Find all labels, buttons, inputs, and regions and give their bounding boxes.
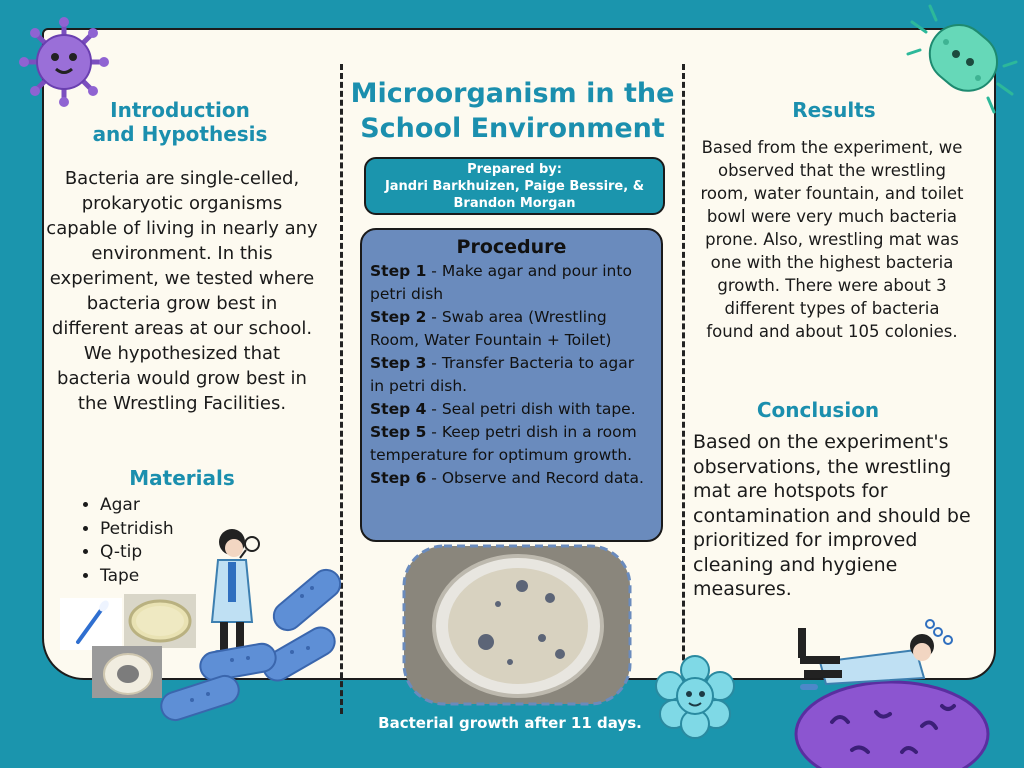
procedure-step [370, 260, 653, 306]
intro-text: Bacteria are single-celled, prokaryotic organisms capable of living in nearly any environment. In this experiment, we tested where bacteria grow best in different areas at our school. We hypothesized that bacteria would grow best in the Wrestling Facilities. [46, 168, 318, 414]
q-tip-image [60, 598, 122, 650]
procedure-steps [370, 260, 653, 490]
intro-heading [60, 98, 300, 146]
procedure-box [360, 228, 663, 542]
procedure-step-text: - Make agar and pour into petri dish [370, 262, 632, 303]
procedure-step-label: Step 5 [370, 423, 427, 441]
procedure-step [370, 467, 653, 490]
intro-heading-line1: Introduction [110, 98, 250, 122]
prepared-by-names-line2: Brandon Morgan [453, 196, 576, 211]
cluster-bacteria-icon [650, 652, 740, 742]
conclusion-text: Based on the experiment's observations, the wrestling mat are hotspots for contamination and should be prioritized for improved cleaning and hygiene measures. [693, 431, 971, 600]
procedure-step-text: - Keep petri dish in a room temperature for optimum growth. [370, 423, 637, 464]
prepared-by-names-line1: Jandri Barkhuizen, Paige Bessire, & [384, 179, 645, 194]
bacterium-icon [906, 2, 1018, 114]
intro-heading-line2: and Hypothesis [92, 122, 268, 146]
procedure-step-label: Step 2 [370, 308, 427, 326]
results-text: Based from the experiment, we observed that the wrestling room, water fountain, and toilet bowl were very much bacteria prone. Also, wrestling mat was one with the highest bacteria growth. There were about 3 different types of bacteria found and about 105 colonies. [700, 138, 964, 341]
procedure-step-text: - Observe and Record data. [426, 469, 644, 487]
procedure-step-label: Step 3 [370, 354, 427, 372]
procedure-heading: Procedure [456, 236, 567, 258]
procedure-step [370, 306, 653, 352]
procedure-step [370, 421, 653, 467]
procedure-step-text: - Transfer Bacteria to agar in petri dish. [370, 354, 635, 395]
materials-item: • Q-tip [100, 541, 174, 565]
column-divider-right [682, 64, 685, 714]
procedure-step [370, 352, 653, 398]
prepared-by-label: Prepared by: [467, 162, 562, 177]
procedure-step-label: Step 6 [370, 469, 427, 487]
results-heading: Results [792, 98, 876, 122]
conclusion-heading: Conclusion [756, 398, 880, 422]
procedure-step-label: Step 1 [370, 262, 427, 280]
materials-item: • Tape [100, 565, 174, 589]
photo-caption: Bacterial growth after 11 days. [378, 714, 642, 732]
prepared-by-box [364, 157, 665, 215]
petri-dish-photo [402, 544, 632, 706]
materials-item: • Petridish [100, 518, 174, 542]
procedure-step-text: - Swab area (Wrestling Room, Water Fountain + Toilet) [370, 308, 612, 349]
poster-title: Microorganism in the School Environment [350, 78, 675, 144]
procedure-step [370, 398, 653, 421]
reclining-scientist-illustration [796, 610, 958, 696]
virus-icon [18, 16, 110, 108]
procedure-step-text: - Seal petri dish with tape. [426, 400, 636, 418]
rod-bacteria-illustration [152, 556, 362, 732]
materials-item: • Agar [100, 494, 174, 518]
procedure-step-label: Step 4 [370, 400, 427, 418]
materials-heading: Materials [129, 466, 235, 490]
